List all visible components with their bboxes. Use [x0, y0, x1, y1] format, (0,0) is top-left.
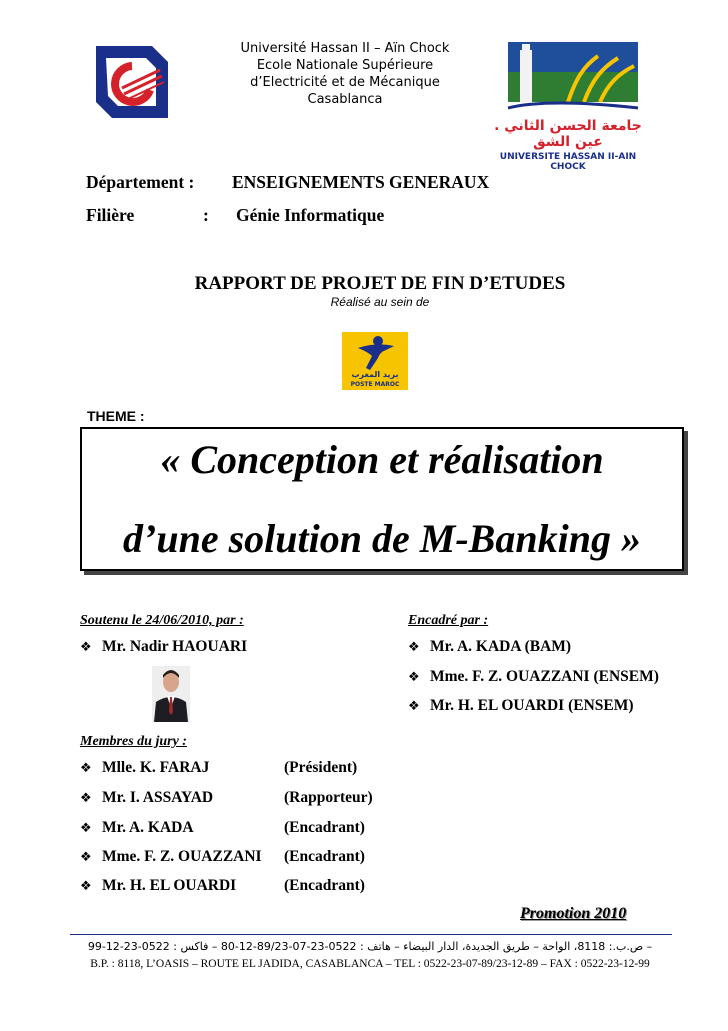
- jury-role: (Président): [284, 759, 358, 776]
- theme-label: THEME :: [87, 408, 145, 424]
- footer-arabic: – ص.ب.: 8118، الواحة – طريق الجديدة، الدار البيضاء – هاتف : 0522-23-07-89/23-12-80 – فاكس : 0522-23-12-99: [87, 940, 653, 953]
- university-name-arabic: جامعة الحسن الثاني . عين الشق: [494, 118, 642, 150]
- university-name: Université Hassan II – Aïn Chock: [240, 41, 450, 56]
- diamond-bullet-icon: ❖: [408, 670, 420, 685]
- department-label: Département :: [86, 172, 195, 192]
- footer-divider: [70, 934, 672, 935]
- jury-member: ❖ Mlle. K. FARAJ: [80, 759, 210, 776]
- theme-line-1: « Conception et réalisation: [160, 437, 604, 482]
- jury-role: (Encadrant): [284, 819, 365, 836]
- university-name-latin: UNIVERSITE HASSAN II-AIN CHOCK: [499, 152, 637, 172]
- diamond-bullet-icon: ❖: [80, 850, 92, 865]
- realise-label: Réalisé au sein de: [330, 295, 430, 309]
- jury-member: ❖ Mme. F. Z. OUAZZANI: [80, 848, 262, 865]
- report-title: RAPPORT DE PROJET DE FIN D’ETUDES: [194, 273, 566, 294]
- ensem-logo: [92, 42, 172, 122]
- promotion: Promotion 2010: [520, 905, 627, 922]
- filiere-value: Génie Informatique: [236, 205, 385, 225]
- school-name-line1: Ecole Nationale Supérieure: [256, 58, 434, 73]
- jury-member: ❖ Mr. I. ASSAYAD: [80, 789, 214, 806]
- jury-role: (Encadrant): [284, 877, 365, 894]
- diamond-bullet-icon: ❖: [80, 791, 92, 806]
- jury-label: Membres du jury :: [80, 734, 187, 749]
- supervisors-label: Encadré par :: [408, 613, 489, 628]
- student-name: ❖ Mr. Nadir HAOUARI: [80, 638, 248, 655]
- department-value: ENSEIGNEMENTS GENERAUX: [232, 172, 490, 192]
- jury-role: (Rapporteur): [284, 789, 373, 806]
- student-photo: [152, 666, 190, 722]
- poste-maroc-logo: [342, 332, 408, 390]
- defense-label: Soutenu le 24/06/2010, par :: [80, 613, 244, 628]
- poste-maroc-latin: POSTE MAROC: [350, 381, 400, 388]
- diamond-bullet-icon: ❖: [80, 761, 92, 776]
- supervisor-item: ❖ Mme. F. Z. OUAZZANI (ENSEM): [408, 668, 659, 685]
- supervisor-item: ❖ Mr. A. KADA (BAM): [408, 638, 572, 655]
- diamond-bullet-icon: ❖: [408, 640, 420, 655]
- supervisor-item: ❖ Mr. H. EL OUARDI (ENSEM): [408, 697, 634, 714]
- city: Casablanca: [307, 92, 383, 107]
- jury-member: ❖ Mr. A. KADA: [80, 819, 194, 836]
- university-logo: [488, 38, 648, 172]
- filiere-colon: :: [203, 205, 209, 225]
- diamond-bullet-icon: ❖: [408, 699, 420, 714]
- poste-maroc-arabic: بريد المغرب: [351, 370, 399, 379]
- diamond-bullet-icon: ❖: [80, 821, 92, 836]
- filiere-label: Filière: [86, 205, 135, 225]
- jury-role: (Encadrant): [284, 848, 365, 865]
- diamond-bullet-icon: ❖: [80, 640, 92, 655]
- jury-member: ❖ Mr. H. EL OUARDI: [80, 877, 237, 894]
- footer-address: B.P. : 8118, L’OASIS – ROUTE EL JADIDA, CASABLANCA – TEL : 0522-23-07-89/23-12-89 – FAX : 0522-23-12-99: [90, 958, 650, 970]
- school-name-line2: d’Electricité et de Mécanique: [250, 75, 440, 90]
- theme-line-2: d’une solution de M-Banking »: [123, 516, 641, 561]
- university-header: [200, 40, 490, 108]
- diamond-bullet-icon: ❖: [80, 879, 92, 894]
